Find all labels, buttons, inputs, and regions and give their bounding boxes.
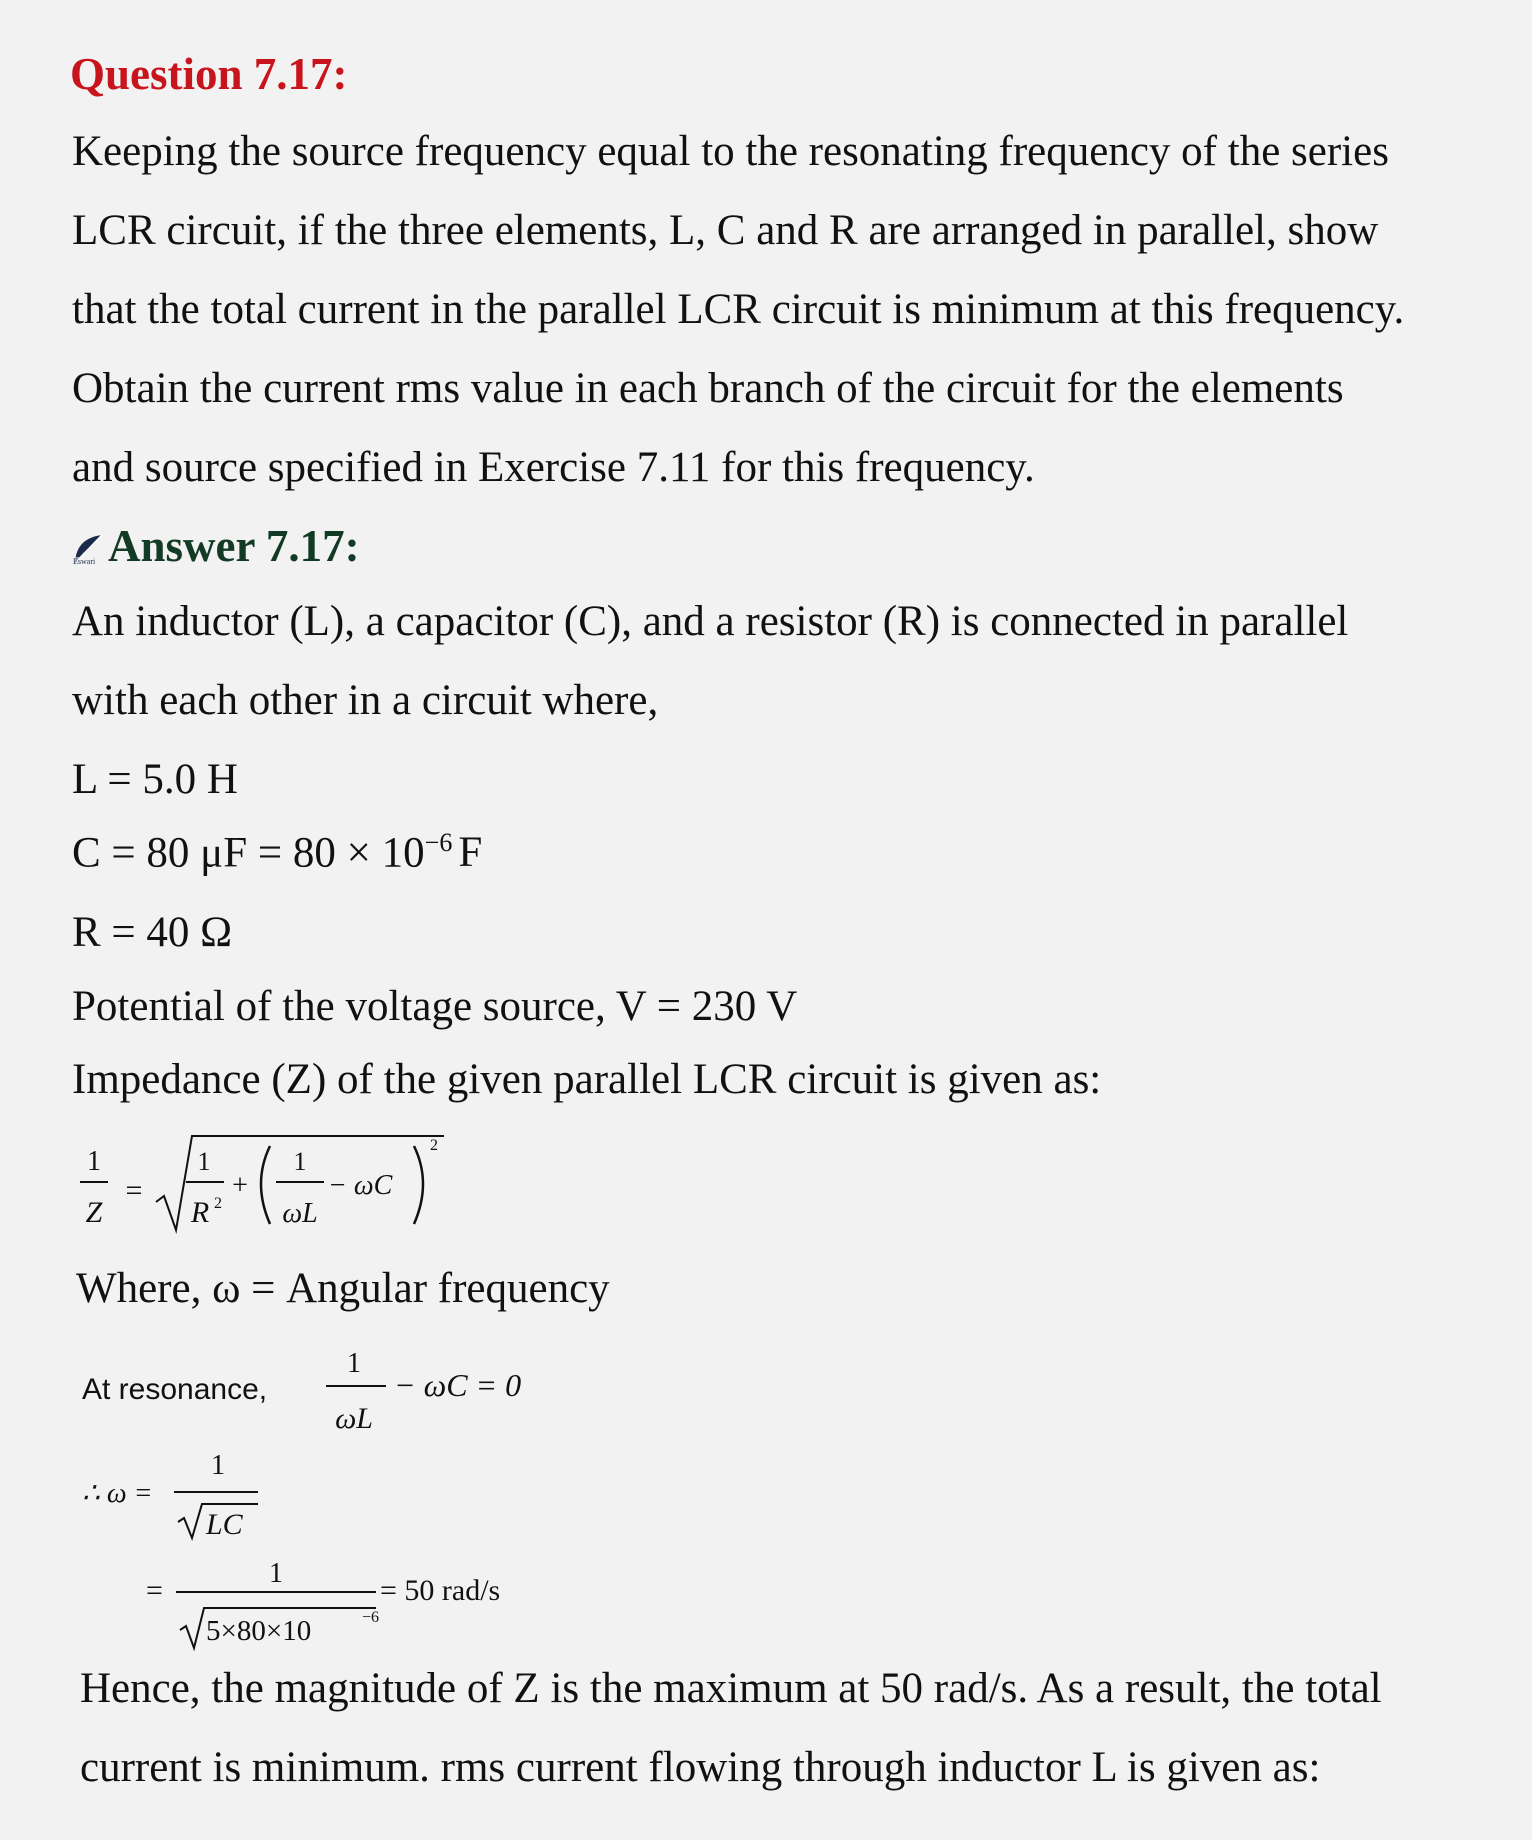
omega-value-result: = 50 rad/s (380, 1574, 501, 1607)
omega-den: LC (206, 1508, 243, 1541)
given-voltage: Potential of the voltage source, V = 230 V (72, 983, 798, 1030)
z-lhs-num: 1 (87, 1146, 101, 1177)
question-line-4: Obtain the current rms value in each branch of the circuit for the elements (72, 365, 1344, 412)
z-t1-exp: 2 (214, 1195, 222, 1212)
question-line-1: Keeping the source frequency equal to the resonating frequency of the series (72, 128, 1389, 175)
resonance-rest: − ωC = 0 (394, 1367, 522, 1403)
conclusion-line-1: Hence, the magnitude of Z is the maximum at 50 rad/s. As a result, the total (80, 1665, 1382, 1712)
resonance-den: ωL (335, 1402, 373, 1435)
given-inductance: L = 5.0 H (72, 756, 238, 803)
omega-num: 1 (211, 1450, 225, 1481)
brand-logo-icon (72, 533, 106, 567)
omega-value-num: 1 (269, 1558, 283, 1589)
resonance-num: 1 (347, 1348, 361, 1379)
z-t1-den: R (190, 1196, 210, 1229)
given-capacitance: C = 80 $\mu F = 80 \times 10^{-6}$ F (72, 828, 483, 877)
conclusion-line-2: current is minimum. rms current flowing through inductor L is given as: (80, 1744, 1321, 1791)
logo-text: Eswari (73, 557, 96, 566)
z-plus: + (232, 1170, 248, 1201)
resonance-condition (78, 1340, 538, 1440)
answer-intro-line-2: with each other in a circuit where, (72, 677, 659, 724)
answer-intro-line-1: An inductor (L), a capacitor (C), and a resistor (R) is connected in parallel (72, 598, 1349, 645)
question-line-2: LCR circuit, if the three elements, L, C and R are arranged in parallel, show (72, 207, 1379, 254)
omega-formula (78, 1442, 338, 1542)
z-outer-exp: 2 (430, 1137, 438, 1154)
question-line-5: and source specified in Exercise 7.11 for this frequency. (72, 444, 1035, 491)
given-resistance: R = 40 Ω (72, 909, 233, 956)
impedance-formula (72, 1128, 472, 1238)
z-eq: = (125, 1174, 143, 1207)
z-t1-num: 1 (197, 1147, 211, 1176)
omega-value-eq: = (146, 1574, 163, 1607)
omega-value-den: 5×80×10 (206, 1615, 312, 1647)
omega-value-den-exp: −6 (362, 1609, 380, 1626)
where-line: Where, ω = Angular frequency (76, 1265, 610, 1312)
omega-prefix: ∴ ω = (82, 1478, 153, 1509)
z-lhs-den: Z (85, 1196, 103, 1229)
omega-value-formula (140, 1548, 580, 1658)
impedance-intro: Impedance (Z) of the given parallel LCR circuit is given as: (72, 1056, 1102, 1103)
resonance-label: At resonance, (82, 1373, 268, 1406)
answer-heading-row (72, 520, 360, 572)
z-t2-den: ωL (282, 1198, 318, 1229)
z-minus-wc: − ωC (328, 1170, 393, 1201)
z-t2-num: 1 (293, 1147, 307, 1176)
question-line-3: that the total current in the parallel LCR circuit is minimum at this frequency. (72, 286, 1405, 333)
question-heading: Question 7.17: (70, 49, 348, 99)
answer-heading: Answer 7.17: (108, 521, 360, 571)
